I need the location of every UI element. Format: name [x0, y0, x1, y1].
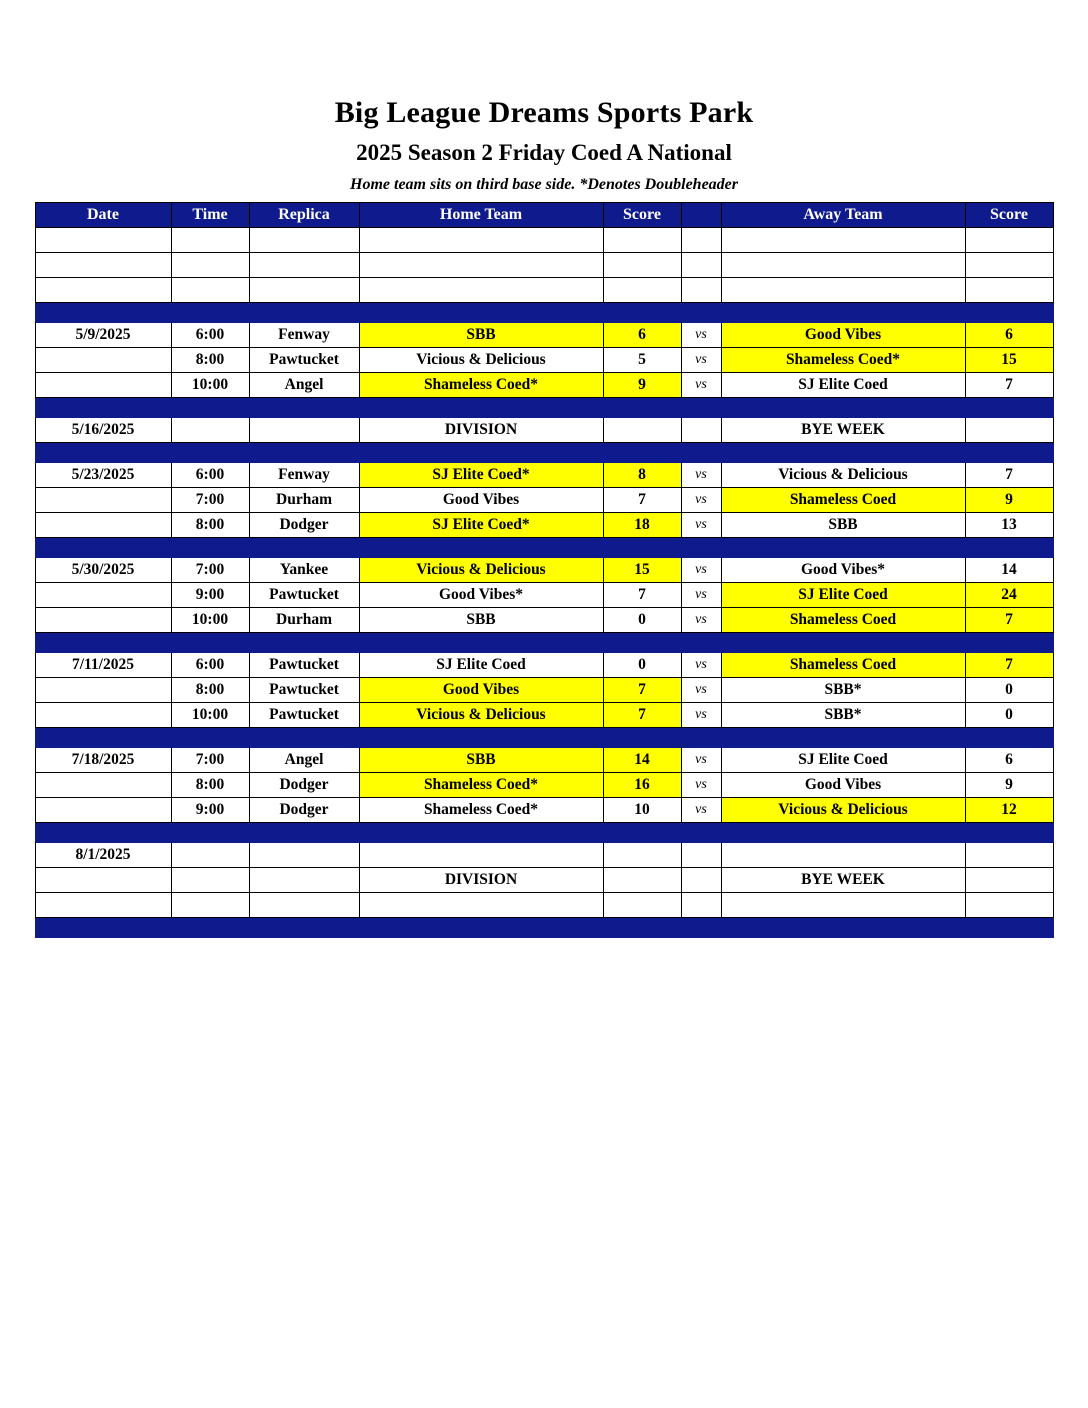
separator-band-cell	[35, 727, 1053, 747]
table-row	[35, 772, 1053, 797]
cell-replica	[249, 842, 359, 867]
table-row	[35, 607, 1053, 632]
column-header-home-team: Home Team	[359, 202, 603, 227]
cell-away-team: Vicious & Delicious	[721, 462, 965, 487]
empty-cell	[359, 252, 603, 277]
cell-bye-label: BYE WEEK	[721, 867, 965, 892]
cell-home-team: Good Vibes*	[359, 582, 603, 607]
cell-vs: vs	[681, 582, 721, 607]
separator-band	[35, 632, 1053, 652]
cell-date	[35, 347, 171, 372]
cell-replica	[249, 867, 359, 892]
cell-away-score: 0	[965, 677, 1053, 702]
cell-replica: Angel	[249, 747, 359, 772]
cell-replica: Pawtucket	[249, 582, 359, 607]
cell-home-team: Vicious & Delicious	[359, 347, 603, 372]
empty-cell	[721, 277, 965, 302]
table-row	[35, 892, 1053, 917]
cell-date	[35, 372, 171, 397]
empty-cell	[721, 252, 965, 277]
cell-home-score	[603, 867, 681, 892]
cell-date	[35, 797, 171, 822]
cell-away-team: SJ Elite Coed	[721, 582, 965, 607]
separator-band-cell	[35, 822, 1053, 842]
cell-away-team: Good Vibes	[721, 772, 965, 797]
table-row	[35, 417, 1053, 442]
column-header-replica: Replica	[249, 202, 359, 227]
empty-cell	[681, 892, 721, 917]
cell-replica: Pawtucket	[249, 652, 359, 677]
cell-home-score: 7	[603, 582, 681, 607]
empty-cell	[249, 227, 359, 252]
cell-home-score: 16	[603, 772, 681, 797]
empty-cell	[35, 277, 171, 302]
cell-date: 7/18/2025	[35, 747, 171, 772]
empty-cell	[35, 252, 171, 277]
empty-cell	[249, 252, 359, 277]
cell-time: 7:00	[171, 747, 249, 772]
empty-cell	[249, 277, 359, 302]
cell-home-score: 9	[603, 372, 681, 397]
cell-home-team: Good Vibes	[359, 487, 603, 512]
table-row	[35, 512, 1053, 537]
cell-replica: Fenway	[249, 322, 359, 347]
cell-away-score: 15	[965, 347, 1053, 372]
cell-vs	[681, 867, 721, 892]
cell-date	[35, 512, 171, 537]
page-title: Big League Dreams Sports Park	[334, 96, 754, 129]
cell-vs: vs	[681, 512, 721, 537]
cell-time: 10:00	[171, 372, 249, 397]
empty-cell	[171, 277, 249, 302]
cell-replica: Durham	[249, 607, 359, 632]
cell-time: 8:00	[171, 772, 249, 797]
cell-time	[171, 867, 249, 892]
cell-away-team: Good Vibes	[721, 322, 965, 347]
cell-home-score: 6	[603, 322, 681, 347]
empty-cell	[35, 892, 171, 917]
table-row	[35, 677, 1053, 702]
table-row	[35, 557, 1053, 582]
cell-away-score: 7	[965, 607, 1053, 632]
cell-replica: Pawtucket	[249, 702, 359, 727]
page-note: Home team sits on third base side. *Denotes Doubleheader	[350, 175, 738, 193]
cell-away-team: SBB*	[721, 702, 965, 727]
cell-vs: vs	[681, 702, 721, 727]
separator-band	[35, 442, 1053, 462]
cell-away-score: 6	[965, 747, 1053, 772]
table-row	[35, 372, 1053, 397]
cell-date	[35, 867, 171, 892]
cell-away-score	[965, 417, 1053, 442]
cell-replica: Angel	[249, 372, 359, 397]
cell-vs: vs	[681, 607, 721, 632]
cell-date	[35, 487, 171, 512]
empty-cell	[249, 892, 359, 917]
cell-vs: vs	[681, 322, 721, 347]
cell-away-team: Vicious & Delicious	[721, 797, 965, 822]
cell-vs: vs	[681, 372, 721, 397]
cell-away-score: 7	[965, 372, 1053, 397]
empty-cell	[603, 252, 681, 277]
cell-time: 8:00	[171, 512, 249, 537]
cell-time: 9:00	[171, 797, 249, 822]
cell-home-team: Vicious & Delicious	[359, 702, 603, 727]
cell-replica	[249, 417, 359, 442]
cell-home-score: 0	[603, 652, 681, 677]
cell-vs: vs	[681, 747, 721, 772]
table-row	[35, 277, 1053, 302]
cell-date	[35, 772, 171, 797]
cell-time: 6:00	[171, 322, 249, 347]
cell-home-team: Vicious & Delicious	[359, 557, 603, 582]
cell-time: 10:00	[171, 702, 249, 727]
cell-home-team: Shameless Coed*	[359, 372, 603, 397]
cell-away-team: SJ Elite Coed	[721, 747, 965, 772]
empty-cell	[965, 892, 1053, 917]
table-row	[35, 747, 1053, 772]
cell-away-team: Shameless Coed*	[721, 347, 965, 372]
table-row	[35, 582, 1053, 607]
cell-home-team: SJ Elite Coed	[359, 652, 603, 677]
empty-cell	[171, 252, 249, 277]
table-row	[35, 867, 1053, 892]
cell-away-score: 7	[965, 462, 1053, 487]
table-row	[35, 487, 1053, 512]
separator-band	[35, 822, 1053, 842]
cell-home-score: 10	[603, 797, 681, 822]
empty-cell	[171, 892, 249, 917]
cell-away-team: Good Vibes*	[721, 557, 965, 582]
cell-home-score	[603, 842, 681, 867]
cell-away-score: 9	[965, 487, 1053, 512]
separator-band-cell	[35, 302, 1053, 322]
empty-cell	[721, 227, 965, 252]
cell-date: 8/1/2025	[35, 842, 171, 867]
cell-home-score: 7	[603, 702, 681, 727]
table-row	[35, 322, 1053, 347]
cell-replica: Dodger	[249, 797, 359, 822]
empty-cell	[721, 892, 965, 917]
empty-cell	[171, 227, 249, 252]
separator-band-cell	[35, 397, 1053, 417]
cell-home-team: Shameless Coed*	[359, 797, 603, 822]
cell-date: 7/11/2025	[35, 652, 171, 677]
table-row	[35, 347, 1053, 372]
cell-away-team: Shameless Coed	[721, 607, 965, 632]
cell-vs: vs	[681, 487, 721, 512]
empty-cell	[359, 277, 603, 302]
cell-home-team	[359, 842, 603, 867]
cell-home-team: SJ Elite Coed*	[359, 462, 603, 487]
page-subtitle: 2025 Season 2 Friday Coed A National	[356, 139, 732, 165]
empty-cell	[965, 252, 1053, 277]
cell-home-score: 7	[603, 487, 681, 512]
cell-home-team: SBB	[359, 607, 603, 632]
cell-home-score: 5	[603, 347, 681, 372]
separator-band-cell	[35, 632, 1053, 652]
cell-vs: vs	[681, 347, 721, 372]
cell-away-score: 13	[965, 512, 1053, 537]
cell-away-team	[721, 842, 965, 867]
cell-home-team: Shameless Coed*	[359, 772, 603, 797]
separator-band-cell	[35, 917, 1053, 937]
cell-replica: Pawtucket	[249, 347, 359, 372]
cell-time: 7:00	[171, 557, 249, 582]
cell-home-score: 14	[603, 747, 681, 772]
cell-home-team: SBB	[359, 322, 603, 347]
empty-cell	[965, 227, 1053, 252]
cell-replica: Dodger	[249, 512, 359, 537]
table-row	[35, 227, 1053, 252]
column-header-vs	[681, 202, 721, 227]
cell-home-score: 15	[603, 557, 681, 582]
empty-cell	[359, 227, 603, 252]
cell-date: 5/30/2025	[35, 557, 171, 582]
cell-date	[35, 582, 171, 607]
table-row	[35, 252, 1053, 277]
empty-cell	[603, 892, 681, 917]
cell-away-score: 7	[965, 652, 1053, 677]
cell-home-team: Good Vibes	[359, 677, 603, 702]
cell-home-score	[603, 417, 681, 442]
column-header-date: Date	[35, 202, 171, 227]
cell-vs	[681, 842, 721, 867]
cell-time: 10:00	[171, 607, 249, 632]
cell-date: 5/16/2025	[35, 417, 171, 442]
cell-home-score: 18	[603, 512, 681, 537]
empty-cell	[965, 277, 1053, 302]
separator-band	[35, 917, 1053, 937]
cell-away-score: 24	[965, 582, 1053, 607]
column-header-home-score: Score	[603, 202, 681, 227]
cell-division-label: DIVISION	[359, 417, 603, 442]
cell-time: 8:00	[171, 677, 249, 702]
cell-vs: vs	[681, 557, 721, 582]
empty-cell	[603, 277, 681, 302]
cell-vs: vs	[681, 652, 721, 677]
separator-band-cell	[35, 442, 1053, 462]
table-header-row	[35, 202, 1053, 227]
cell-away-team: SBB	[721, 512, 965, 537]
cell-away-score: 0	[965, 702, 1053, 727]
cell-home-score: 0	[603, 607, 681, 632]
cell-time: 9:00	[171, 582, 249, 607]
cell-replica: Fenway	[249, 462, 359, 487]
table-body	[35, 227, 1053, 937]
cell-date	[35, 677, 171, 702]
cell-vs: vs	[681, 462, 721, 487]
empty-cell	[681, 227, 721, 252]
cell-time: 8:00	[171, 347, 249, 372]
cell-vs: vs	[681, 677, 721, 702]
cell-vs: vs	[681, 797, 721, 822]
empty-cell	[359, 892, 603, 917]
separator-band	[35, 302, 1053, 322]
cell-time: 7:00	[171, 487, 249, 512]
cell-vs	[681, 417, 721, 442]
cell-away-team: Shameless Coed	[721, 487, 965, 512]
table-row	[35, 652, 1053, 677]
cell-away-team: Shameless Coed	[721, 652, 965, 677]
column-header-away-score: Score	[965, 202, 1053, 227]
cell-away-score: 12	[965, 797, 1053, 822]
column-header-time: Time	[171, 202, 249, 227]
table-row	[35, 797, 1053, 822]
separator-band	[35, 537, 1053, 557]
empty-cell	[603, 227, 681, 252]
cell-date: 5/23/2025	[35, 462, 171, 487]
cell-away-team: SBB*	[721, 677, 965, 702]
cell-home-score: 8	[603, 462, 681, 487]
cell-away-score	[965, 867, 1053, 892]
cell-time: 6:00	[171, 652, 249, 677]
column-header-away-team: Away Team	[721, 202, 965, 227]
cell-away-score: 9	[965, 772, 1053, 797]
cell-away-score	[965, 842, 1053, 867]
separator-band	[35, 397, 1053, 417]
cell-replica: Durham	[249, 487, 359, 512]
cell-bye-label: BYE WEEK	[721, 417, 965, 442]
cell-home-team: SBB	[359, 747, 603, 772]
cell-replica: Dodger	[249, 772, 359, 797]
empty-cell	[681, 277, 721, 302]
table-row	[35, 462, 1053, 487]
cell-home-score: 7	[603, 677, 681, 702]
cell-time: 6:00	[171, 462, 249, 487]
cell-date	[35, 702, 171, 727]
table-row	[35, 702, 1053, 727]
cell-date: 5/9/2025	[35, 322, 171, 347]
cell-away-score: 14	[965, 557, 1053, 582]
empty-cell	[35, 227, 171, 252]
separator-band	[35, 727, 1053, 747]
cell-time	[171, 842, 249, 867]
cell-vs: vs	[681, 772, 721, 797]
cell-home-team: SJ Elite Coed*	[359, 512, 603, 537]
cell-replica: Pawtucket	[249, 677, 359, 702]
cell-replica: Yankee	[249, 557, 359, 582]
schedule-table	[35, 202, 1054, 938]
cell-away-team: SJ Elite Coed	[721, 372, 965, 397]
document-header	[0, 0, 1088, 194]
cell-division-label: DIVISION	[359, 867, 603, 892]
table-row	[35, 842, 1053, 867]
cell-away-score: 6	[965, 322, 1053, 347]
separator-band-cell	[35, 537, 1053, 557]
cell-time	[171, 417, 249, 442]
empty-cell	[681, 252, 721, 277]
cell-date	[35, 607, 171, 632]
